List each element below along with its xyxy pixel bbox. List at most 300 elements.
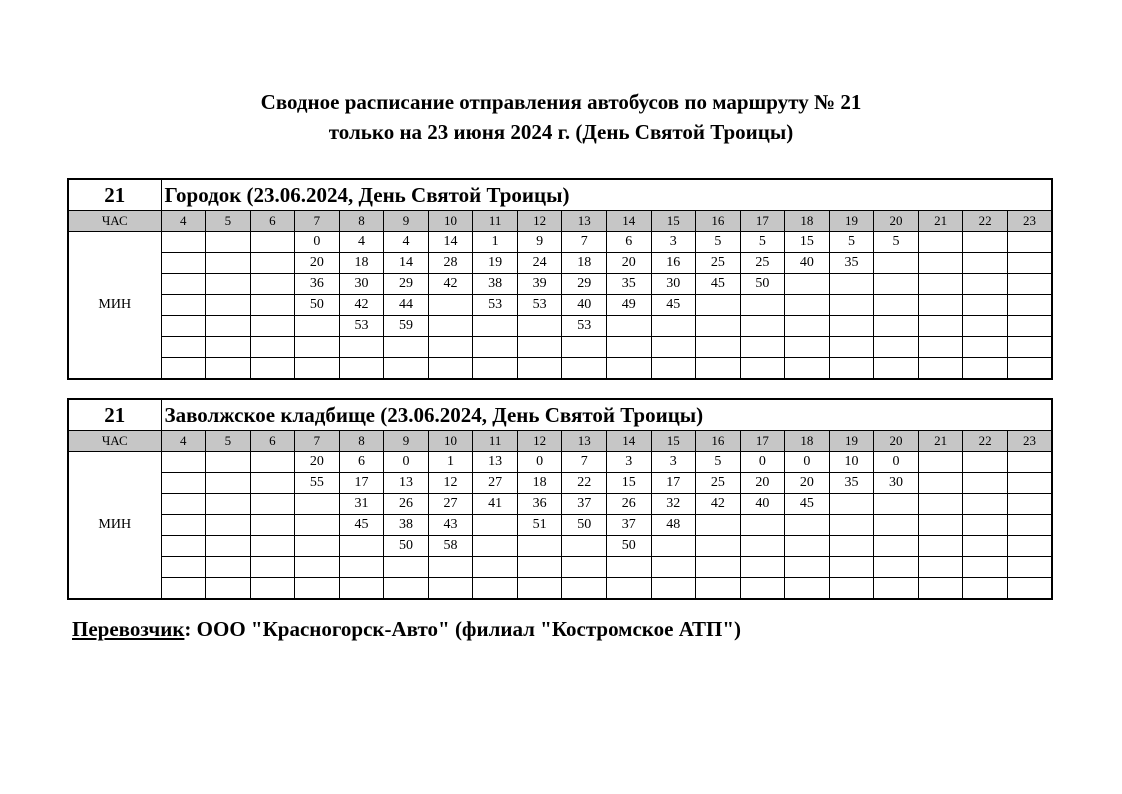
minute-cell	[696, 337, 741, 358]
minute-cell	[874, 515, 919, 536]
minute-cell: 43	[428, 515, 473, 536]
minute-cell	[473, 536, 518, 557]
minute-cell	[161, 337, 206, 358]
minute-cell	[295, 494, 340, 515]
minute-cell	[384, 358, 429, 380]
hour-cell: 9	[384, 431, 429, 452]
minute-cell: 13	[384, 473, 429, 494]
minute-cell	[651, 578, 696, 600]
minute-cell: 0	[740, 452, 785, 473]
minute-cell: 42	[339, 295, 384, 316]
hour-cell: 23	[1007, 211, 1052, 232]
minute-cell: 29	[384, 274, 429, 295]
minute-cell: 38	[384, 515, 429, 536]
minute-cell: 59	[384, 316, 429, 337]
minute-cell	[785, 557, 830, 578]
hour-cell: 12	[517, 431, 562, 452]
hour-cell: 13	[562, 431, 607, 452]
minutes-row	[68, 473, 1052, 494]
minute-cell	[829, 536, 874, 557]
minute-cell: 7	[562, 452, 607, 473]
minute-cell	[785, 536, 830, 557]
minute-cell: 45	[785, 494, 830, 515]
minute-cell	[606, 557, 651, 578]
minute-cell	[1007, 316, 1052, 337]
minute-cell	[384, 557, 429, 578]
minute-cell	[161, 557, 206, 578]
minute-cell: 40	[740, 494, 785, 515]
minute-cell: 4	[339, 232, 384, 253]
minute-cell: 58	[428, 536, 473, 557]
hour-cell: 23	[1007, 431, 1052, 452]
minute-cell	[918, 295, 963, 316]
minute-cell: 14	[384, 253, 429, 274]
minute-cell	[1007, 295, 1052, 316]
minute-cell	[161, 452, 206, 473]
minute-cell	[517, 316, 562, 337]
minute-cell: 25	[740, 253, 785, 274]
minute-cell: 42	[428, 274, 473, 295]
minute-cell: 18	[339, 253, 384, 274]
minute-cell	[740, 557, 785, 578]
minute-cell	[250, 316, 295, 337]
minute-cell	[651, 536, 696, 557]
hour-cell: 21	[918, 431, 963, 452]
minute-cell	[206, 316, 251, 337]
minute-cell: 0	[785, 452, 830, 473]
minute-cell: 1	[473, 232, 518, 253]
minute-cell	[651, 557, 696, 578]
minute-cell: 15	[606, 473, 651, 494]
minute-cell	[963, 536, 1008, 557]
hour-cell: 12	[517, 211, 562, 232]
minute-cell	[606, 316, 651, 337]
minute-cell: 50	[606, 536, 651, 557]
minute-cell	[295, 515, 340, 536]
minute-cell: 53	[339, 316, 384, 337]
minute-cell	[206, 536, 251, 557]
hour-cell: 10	[428, 211, 473, 232]
minute-cell	[918, 578, 963, 600]
minute-cell	[473, 358, 518, 380]
minute-cell	[696, 515, 741, 536]
minute-cell	[517, 337, 562, 358]
minute-cell: 30	[651, 274, 696, 295]
minute-cell	[696, 295, 741, 316]
minute-cell: 30	[874, 473, 919, 494]
hour-cell: 5	[206, 431, 251, 452]
minute-cell	[651, 337, 696, 358]
minute-cell: 40	[562, 295, 607, 316]
minute-cell	[428, 358, 473, 380]
minute-cell	[829, 295, 874, 316]
minute-cell: 40	[785, 253, 830, 274]
minute-cell: 17	[651, 473, 696, 494]
minutes-row	[68, 578, 1052, 600]
minute-cell	[250, 337, 295, 358]
minute-cell	[250, 232, 295, 253]
hours-row	[68, 431, 1052, 452]
minute-cell	[161, 515, 206, 536]
minute-cell	[918, 358, 963, 380]
minute-cell	[339, 358, 384, 380]
hour-cell: 5	[206, 211, 251, 232]
minute-cell	[874, 274, 919, 295]
minute-cell: 18	[562, 253, 607, 274]
minute-cell: 19	[473, 253, 518, 274]
minutes-row	[68, 557, 1052, 578]
hour-cell: 18	[785, 431, 830, 452]
schedule-table-zavolzhskoe	[67, 398, 1053, 600]
minute-cell	[206, 515, 251, 536]
minute-cell	[562, 578, 607, 600]
minute-cell	[918, 536, 963, 557]
hour-cell: 14	[606, 431, 651, 452]
minute-cell	[161, 536, 206, 557]
table-header-row	[68, 399, 1052, 431]
minute-cell	[250, 536, 295, 557]
minute-cell	[785, 316, 830, 337]
minute-cell	[963, 515, 1008, 536]
minute-cell: 3	[651, 232, 696, 253]
minute-cell: 18	[517, 473, 562, 494]
minute-cell	[696, 557, 741, 578]
minute-cell: 0	[517, 452, 562, 473]
minute-cell	[339, 337, 384, 358]
minute-cell	[1007, 358, 1052, 380]
minute-cell	[562, 536, 607, 557]
minute-cell	[740, 337, 785, 358]
minute-cell	[829, 494, 874, 515]
minute-cell: 5	[696, 452, 741, 473]
minute-cell: 38	[473, 274, 518, 295]
minutes-row	[68, 452, 1052, 473]
minute-cell: 27	[428, 494, 473, 515]
minute-cell	[206, 358, 251, 380]
minute-cell	[250, 274, 295, 295]
hour-cell: 6	[250, 211, 295, 232]
hour-cell: 7	[295, 211, 340, 232]
hour-label: ЧАС	[68, 431, 161, 452]
minute-cell	[918, 316, 963, 337]
minute-cell: 16	[651, 253, 696, 274]
minute-cell	[161, 274, 206, 295]
minutes-row	[68, 515, 1052, 536]
minute-cell	[963, 452, 1008, 473]
minute-cell: 50	[295, 295, 340, 316]
minute-cell: 1	[428, 452, 473, 473]
minute-cell: 53	[517, 295, 562, 316]
minute-cell: 35	[606, 274, 651, 295]
minute-cell: 31	[339, 494, 384, 515]
minute-cell: 0	[295, 232, 340, 253]
minute-cell	[473, 337, 518, 358]
minute-cell: 14	[428, 232, 473, 253]
minute-cell: 50	[384, 536, 429, 557]
minute-cell	[785, 358, 830, 380]
minute-cell: 53	[473, 295, 518, 316]
minute-cell	[161, 578, 206, 600]
minute-cell: 24	[517, 253, 562, 274]
schedule-body	[68, 399, 1052, 599]
minute-cell	[250, 515, 295, 536]
minute-cell: 7	[562, 232, 607, 253]
hour-cell: 13	[562, 211, 607, 232]
minute-cell	[428, 578, 473, 600]
minutes-row	[68, 536, 1052, 557]
minute-cell	[874, 494, 919, 515]
route-number: 21	[68, 179, 161, 211]
minute-cell	[161, 232, 206, 253]
minute-cell	[740, 316, 785, 337]
hours-row	[68, 211, 1052, 232]
minute-cell: 45	[339, 515, 384, 536]
minute-cell	[295, 337, 340, 358]
minute-cell	[562, 337, 607, 358]
minute-cell	[384, 337, 429, 358]
minute-cell	[829, 578, 874, 600]
minute-cell	[829, 557, 874, 578]
minute-cell	[517, 578, 562, 600]
minute-cell: 53	[562, 316, 607, 337]
minute-cell	[740, 536, 785, 557]
minute-cell: 3	[651, 452, 696, 473]
minute-cell	[696, 316, 741, 337]
minute-cell: 39	[517, 274, 562, 295]
minute-cell	[963, 316, 1008, 337]
hour-cell: 16	[696, 211, 741, 232]
minute-cell	[1007, 452, 1052, 473]
minute-cell	[250, 557, 295, 578]
minute-cell	[963, 232, 1008, 253]
minute-cell: 26	[606, 494, 651, 515]
minute-cell: 5	[696, 232, 741, 253]
minute-cell	[696, 578, 741, 600]
minutes-row	[68, 358, 1052, 380]
minute-cell: 5	[829, 232, 874, 253]
hour-cell: 15	[651, 211, 696, 232]
minutes-row	[68, 494, 1052, 515]
minute-cell: 9	[517, 232, 562, 253]
hour-cell: 6	[250, 431, 295, 452]
minute-cell: 0	[384, 452, 429, 473]
minute-cell	[1007, 515, 1052, 536]
minute-cell	[473, 316, 518, 337]
minute-cell	[651, 316, 696, 337]
minute-cell	[874, 253, 919, 274]
minute-cell	[963, 578, 1008, 600]
minute-cell	[874, 295, 919, 316]
hour-cell: 4	[161, 211, 206, 232]
minute-cell: 6	[606, 232, 651, 253]
schedule-body	[68, 179, 1052, 379]
minute-cell	[206, 253, 251, 274]
minute-cell	[562, 358, 607, 380]
minute-cell	[874, 337, 919, 358]
minute-cell	[963, 295, 1008, 316]
minute-cell	[428, 557, 473, 578]
minute-cell: 28	[428, 253, 473, 274]
minutes-row	[68, 232, 1052, 253]
minute-cell	[1007, 494, 1052, 515]
minute-cell	[517, 358, 562, 380]
carrier-info	[72, 614, 741, 644]
minute-cell: 5	[874, 232, 919, 253]
minute-cell: 50	[562, 515, 607, 536]
minute-cell	[874, 316, 919, 337]
minute-cell	[918, 452, 963, 473]
minute-cell: 41	[473, 494, 518, 515]
minute-cell: 45	[651, 295, 696, 316]
minute-cell	[161, 316, 206, 337]
minute-cell: 10	[829, 452, 874, 473]
hour-cell: 11	[473, 211, 518, 232]
minute-cell	[206, 557, 251, 578]
hour-cell: 8	[339, 431, 384, 452]
minute-cell	[384, 578, 429, 600]
minutes-row	[68, 274, 1052, 295]
hour-cell: 18	[785, 211, 830, 232]
minute-cell: 51	[517, 515, 562, 536]
minute-cell	[918, 337, 963, 358]
minute-cell	[829, 515, 874, 536]
minute-cell	[918, 253, 963, 274]
minute-cell	[517, 557, 562, 578]
minute-cell: 49	[606, 295, 651, 316]
minute-cell	[428, 337, 473, 358]
minute-cell	[785, 274, 830, 295]
minute-cell	[206, 295, 251, 316]
minute-cell	[829, 358, 874, 380]
minute-cell	[473, 515, 518, 536]
minute-cell	[785, 578, 830, 600]
stop-name: Заволжское кладбище (23.06.2024, День Святой Троицы)	[161, 399, 1052, 431]
minute-cell	[206, 494, 251, 515]
minute-cell: 22	[562, 473, 607, 494]
minute-cell	[740, 578, 785, 600]
minute-cell: 32	[651, 494, 696, 515]
minute-cell	[250, 473, 295, 494]
minute-cell	[606, 358, 651, 380]
minute-cell	[918, 557, 963, 578]
hour-cell: 20	[874, 211, 919, 232]
minute-cell	[1007, 557, 1052, 578]
minute-cell	[606, 578, 651, 600]
minute-cell	[161, 494, 206, 515]
minutes-row	[68, 295, 1052, 316]
minute-cell: 3	[606, 452, 651, 473]
hour-cell: 22	[963, 211, 1008, 232]
minute-cell	[740, 515, 785, 536]
minute-cell	[161, 473, 206, 494]
minute-cell	[696, 358, 741, 380]
minute-cell	[785, 337, 830, 358]
minute-cell	[918, 515, 963, 536]
minute-cell	[161, 295, 206, 316]
minute-cell: 20	[295, 253, 340, 274]
minute-cell: 5	[740, 232, 785, 253]
minute-cell	[963, 337, 1008, 358]
hour-cell: 8	[339, 211, 384, 232]
minute-cell	[918, 274, 963, 295]
hour-label: ЧАС	[68, 211, 161, 232]
minute-cell	[1007, 536, 1052, 557]
minute-cell: 36	[517, 494, 562, 515]
minute-cell: 20	[606, 253, 651, 274]
minute-cell: 37	[606, 515, 651, 536]
hour-cell: 10	[428, 431, 473, 452]
table-header-row	[68, 179, 1052, 211]
minute-cell	[295, 578, 340, 600]
hour-cell: 21	[918, 211, 963, 232]
minute-cell	[250, 358, 295, 380]
minute-cell	[874, 557, 919, 578]
minute-cell: 55	[295, 473, 340, 494]
minute-label: МИН	[68, 452, 161, 600]
minute-cell	[1007, 274, 1052, 295]
minute-cell: 35	[829, 473, 874, 494]
schedule-table-gorodok	[67, 178, 1053, 380]
minute-cell	[829, 337, 874, 358]
minute-cell: 26	[384, 494, 429, 515]
minute-cell	[785, 515, 830, 536]
minute-cell	[295, 557, 340, 578]
minute-cell	[206, 274, 251, 295]
minute-cell	[562, 557, 607, 578]
minute-cell	[428, 316, 473, 337]
stop-name: Городок (23.06.2024, День Святой Троицы)	[161, 179, 1052, 211]
hour-cell: 19	[829, 211, 874, 232]
minute-cell: 4	[384, 232, 429, 253]
minute-cell: 42	[696, 494, 741, 515]
minute-cell	[606, 337, 651, 358]
minute-cell: 15	[785, 232, 830, 253]
minute-cell: 25	[696, 253, 741, 274]
minute-cell	[1007, 473, 1052, 494]
minute-cell	[963, 274, 1008, 295]
minute-cell: 12	[428, 473, 473, 494]
minute-cell: 50	[740, 274, 785, 295]
minute-cell: 36	[295, 274, 340, 295]
minute-cell	[963, 253, 1008, 274]
minute-cell	[785, 295, 830, 316]
minute-cell	[295, 316, 340, 337]
minute-cell	[963, 494, 1008, 515]
minute-cell: 44	[384, 295, 429, 316]
minute-cell: 20	[295, 452, 340, 473]
carrier-value: : ООО "Красногорск-Авто" (филиал "Костромское АТП")	[184, 617, 742, 641]
minute-cell	[963, 473, 1008, 494]
hour-cell: 11	[473, 431, 518, 452]
hour-cell: 9	[384, 211, 429, 232]
minute-cell	[829, 274, 874, 295]
minute-cell: 27	[473, 473, 518, 494]
minute-cell	[740, 295, 785, 316]
minute-cell	[473, 557, 518, 578]
minute-cell	[874, 578, 919, 600]
minute-cell	[250, 494, 295, 515]
minute-cell	[963, 557, 1008, 578]
minute-cell	[918, 473, 963, 494]
minute-cell	[829, 316, 874, 337]
minute-cell	[161, 358, 206, 380]
minute-cell: 0	[874, 452, 919, 473]
minute-cell	[517, 536, 562, 557]
hour-cell: 4	[161, 431, 206, 452]
minute-cell	[206, 452, 251, 473]
minute-cell	[206, 473, 251, 494]
minute-cell: 20	[740, 473, 785, 494]
